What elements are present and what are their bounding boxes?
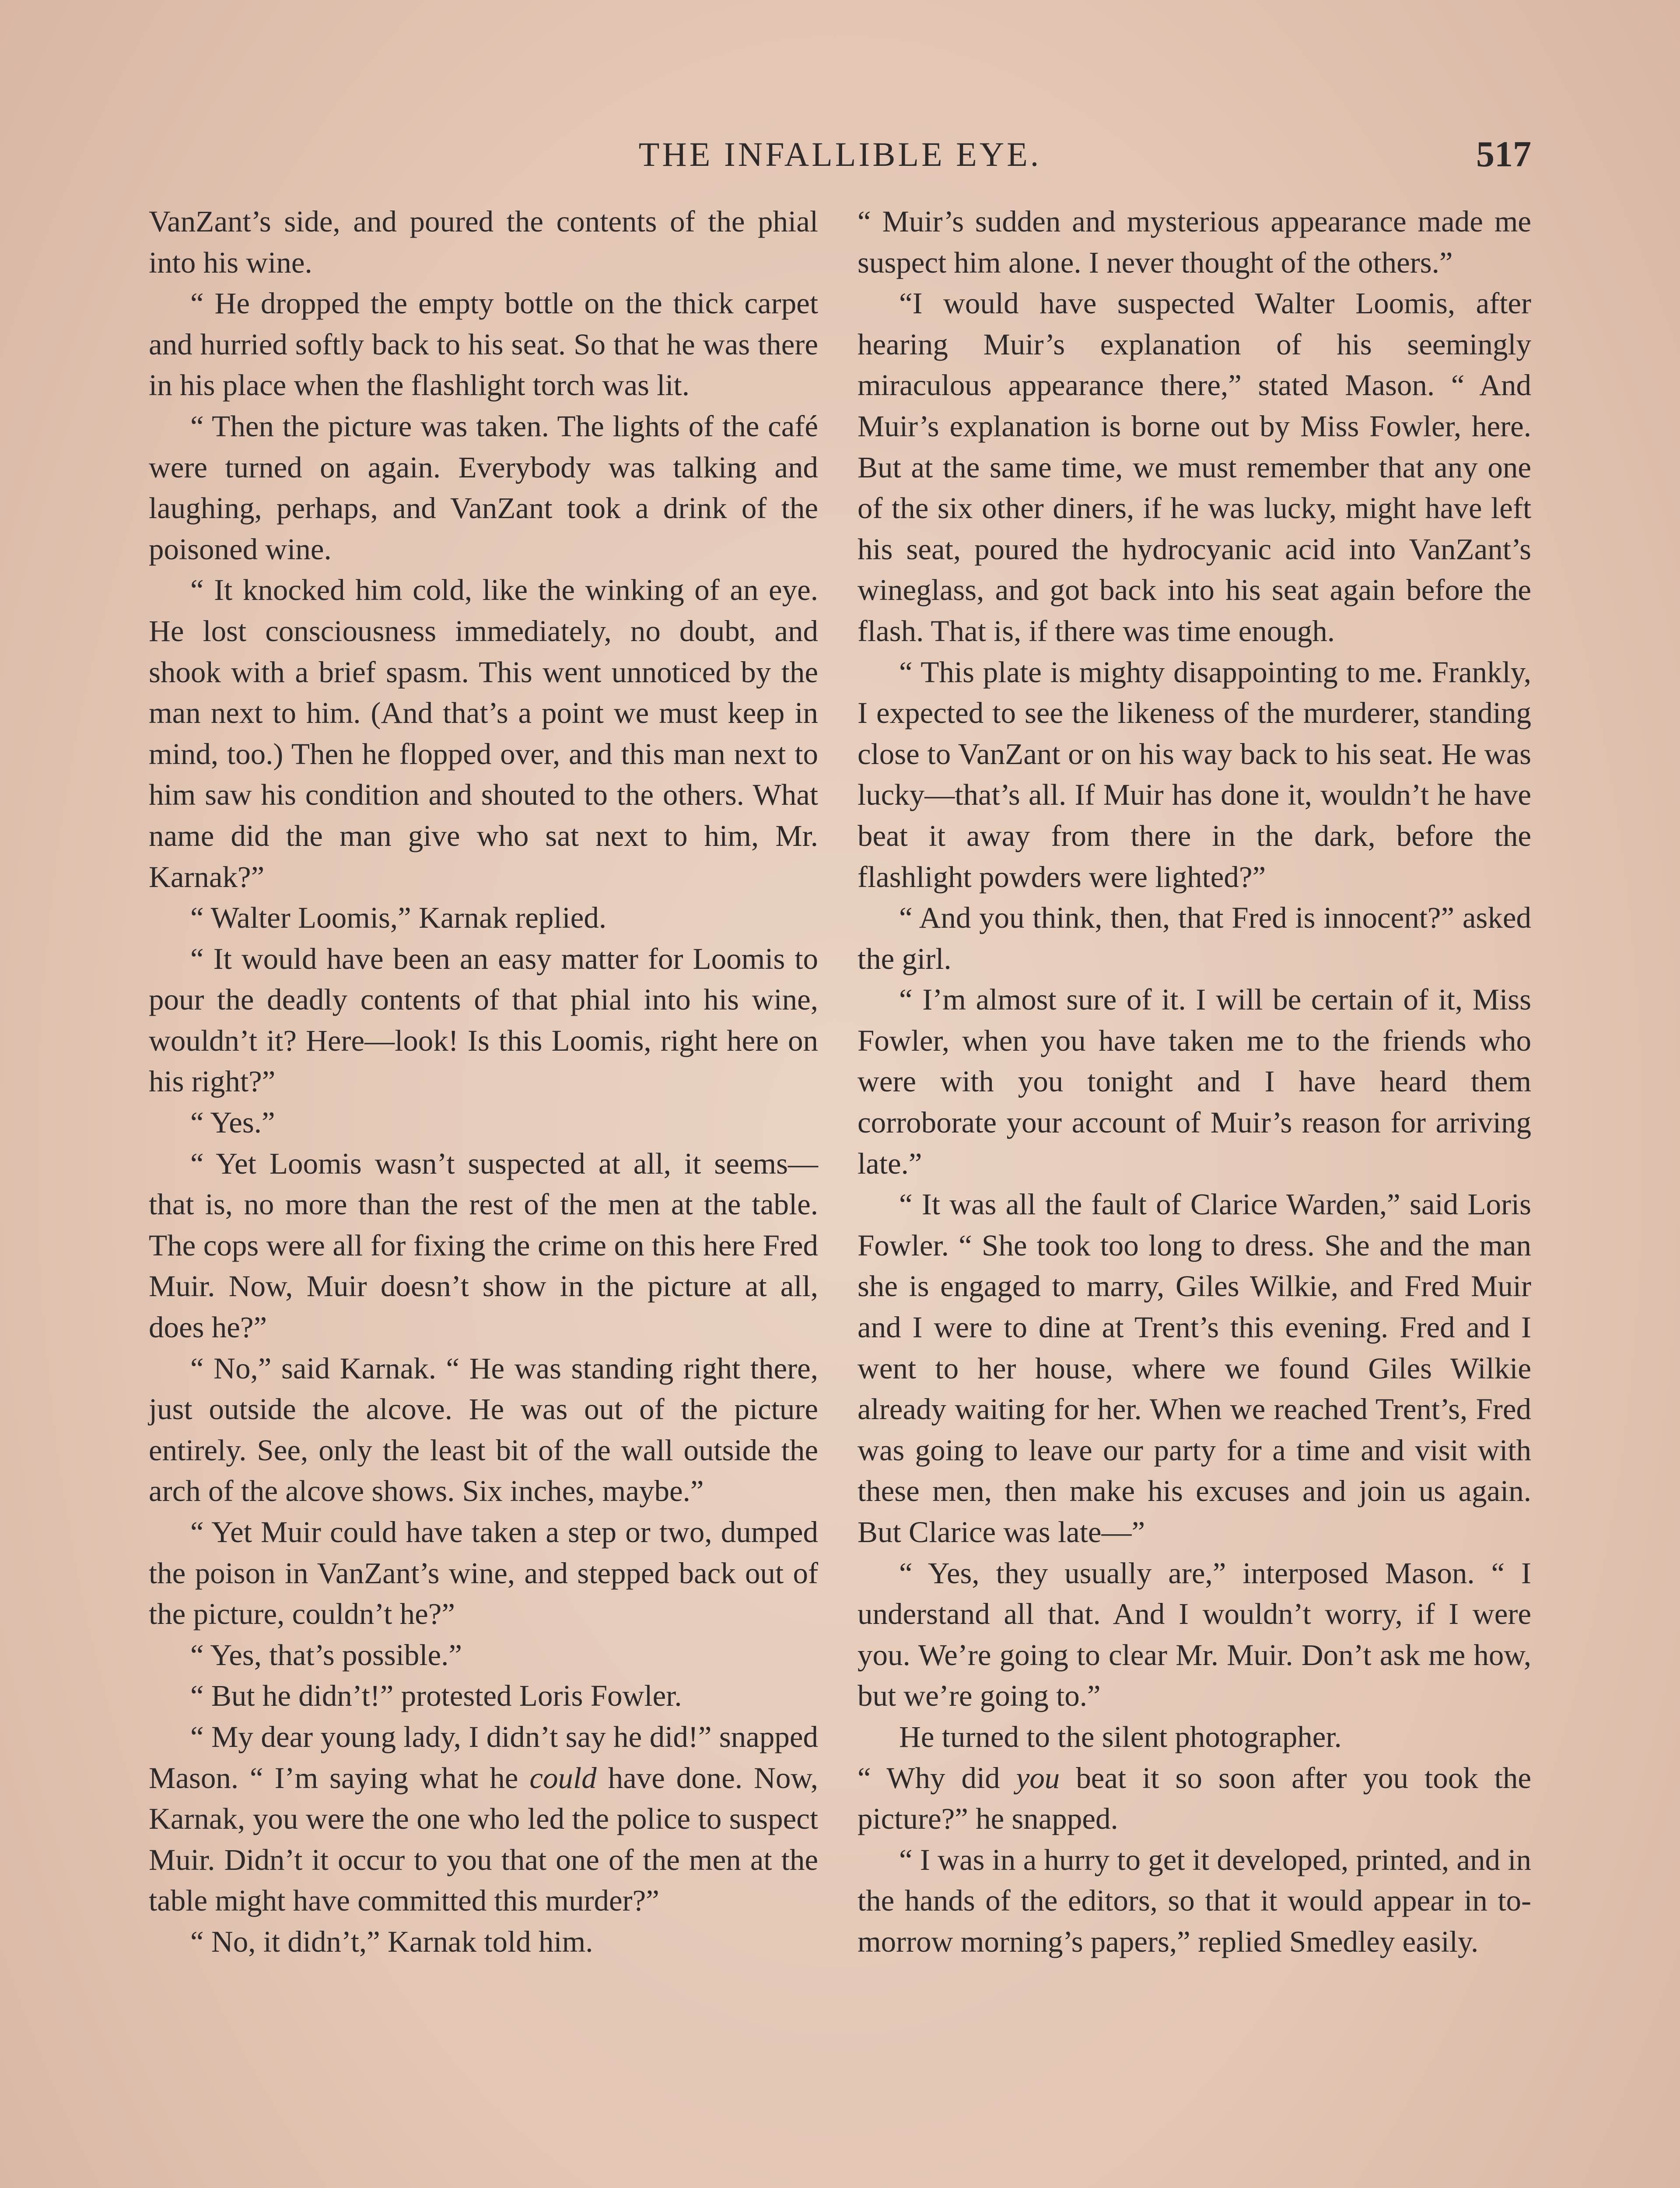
paragraph: “ Yes, that’s possible.” [190,1638,462,1672]
emphasized-word: could [529,1761,597,1795]
paragraph: “ Yes.” [190,1106,275,1140]
left-text-column [149,201,818,1963]
paragraph-text: beat it so soon after you took the picture?” he snapped. [858,1761,1531,1836]
paragraph: “ Muir’s sudden and mysterious appearance made me suspect him alone. I never thought of the others.” [858,205,1531,279]
emphasized-word: you [1016,1761,1060,1795]
paragraph-text: “ Why did [858,1761,1016,1795]
paragraph: He turned to the silent photographer. [899,1720,1342,1753]
right-text-column [858,201,1531,1963]
paragraph-text: “ My dear young lady, I didn’t say he did!” snapped Mason. “ I’m saying what he [149,1720,818,1795]
paragraph: “ And you think, then, that Fred is innocent?” asked the girl. [858,901,1531,975]
paragraph [858,1758,1531,1840]
paragraph: “ He dropped the empty bottle on the thick carpet and hurried softly back to his seat. So that he was there in his place when the flashlight torch was lit. [149,287,818,402]
paragraph: “ But he didn’t!” protested Loris Fowler. [190,1679,682,1713]
page-number: 517 [1476,134,1531,175]
paragraph: “ No,” said Karnak. “ He was standing right there, just outside the alcove. He was out of the picture entirely. See, only the least bit of the wall outside the arch of the alcove shows. Six inches, maybe.” [149,1351,818,1508]
paragraph: “ It would have been an easy matter for Loomis to pour the deadly contents of that phial into his wine, wouldn’t it? Here—look! Is this Loomis, right here on his right?” [149,942,818,1098]
paragraph-text: have done. Now, Karnak, you were the one who led the police to suspect Muir. Didn’t it occur to you that one of the men at the table might have committed this murder?” [149,1761,818,1918]
paragraph: “ Walter Loomis,” Karnak replied. [190,901,607,935]
paragraph: “ I’m almost sure of it. I will be certain of it, Miss Fowler, when you have taken me to the friends who were with you tonight and I have heard them corroborate your account of Muir’s reason for arriving late.” [858,983,1531,1180]
paragraph: “ It was all the fault of Clarice Warden,” said Loris Fowler. “ She took too long to dress. She and the man she is engaged to marry, Giles Wilkie, and Fred Muir and I were to dine at Trent’s this evening. Fred and I went to her house, where we found Giles Wilkie already waiting for her. When we reached Trent’s, Fred was going to leave our party for a time and visit with these men, then make his excuses and join us again. But Clarice was late—” [858,1188,1531,1549]
paragraph: “ Yet Muir could have taken a step or two, dumped the poison in VanZant’s wine, and stepped back out of the picture, couldn’t he?” [149,1515,818,1631]
paragraph: “ Yet Loomis wasn’t suspected at all, it seems—that is, no more than the rest of the men at the table. The cops were all for fixing the crime on this here Fred Muir. Now, Muir doesn’t show in the picture at all, does he?” [149,1147,818,1344]
running-title: THE INFALLIBLE EYE. [638,135,1042,173]
running-head [149,130,1531,179]
paragraph: “ Yes, they usually are,” interposed Mason. “ I understand all that. And I wouldn’t worry, if I were you. We’re going to clear Mr. Muir. Don’t ask me how, but we’re going to.” [858,1556,1531,1713]
paragraph: “ I was in a hurry to get it developed, printed, and in the hands of the editors, so that it would appear in to-morrow morning’s papers,” replied Smedley easily. [858,1843,1531,1958]
paragraph: “ It knocked him cold, like the winking of an eye. He lost consciousness immediately, no doubt, and shook with a brief spasm. This went unnoticed by the man next to him. (And that’s a point we must keep in mind, too.) Then he flopped over, and this man next to him saw his condition and shouted to the others. What name did the man give who sat next to him, Mr. Karnak?” [149,573,818,894]
paragraph: “I would have suspected Walter Loomis, after hearing Muir’s explanation of his seemingly miraculous appearance there,” stated Mason. “ And Muir’s explanation is borne out by Miss Fowler, here. But at the same time, we must remember that any one of the six other diners, if he was lucky, might have left his seat, poured the hydrocyanic acid into VanZant’s wineglass, and got back into his seat again before the flash. That is, if there was time enough. [858,287,1531,648]
paragraph: VanZant’s side, and poured the contents of the phial into his wine. [149,205,818,279]
paragraph: “ Then the picture was taken. The lights of the café were turned on again. Everybody was talking and laughing, perhaps, and VanZant took a drink of the poisoned wine. [149,409,818,566]
paragraph: “ This plate is mighty disappointing to me. Frankly, I expected to see the likeness of the murderer, standing close to VanZant or on his way back to his seat. He was lucky—that’s all. If Muir has done it, wouldn’t he have beat it away from there in the dark, before the flashlight powders were lighted?” [858,655,1531,894]
paragraph [149,1717,818,1922]
paragraph: “ No, it didn’t,” Karnak told him. [190,1925,593,1958]
